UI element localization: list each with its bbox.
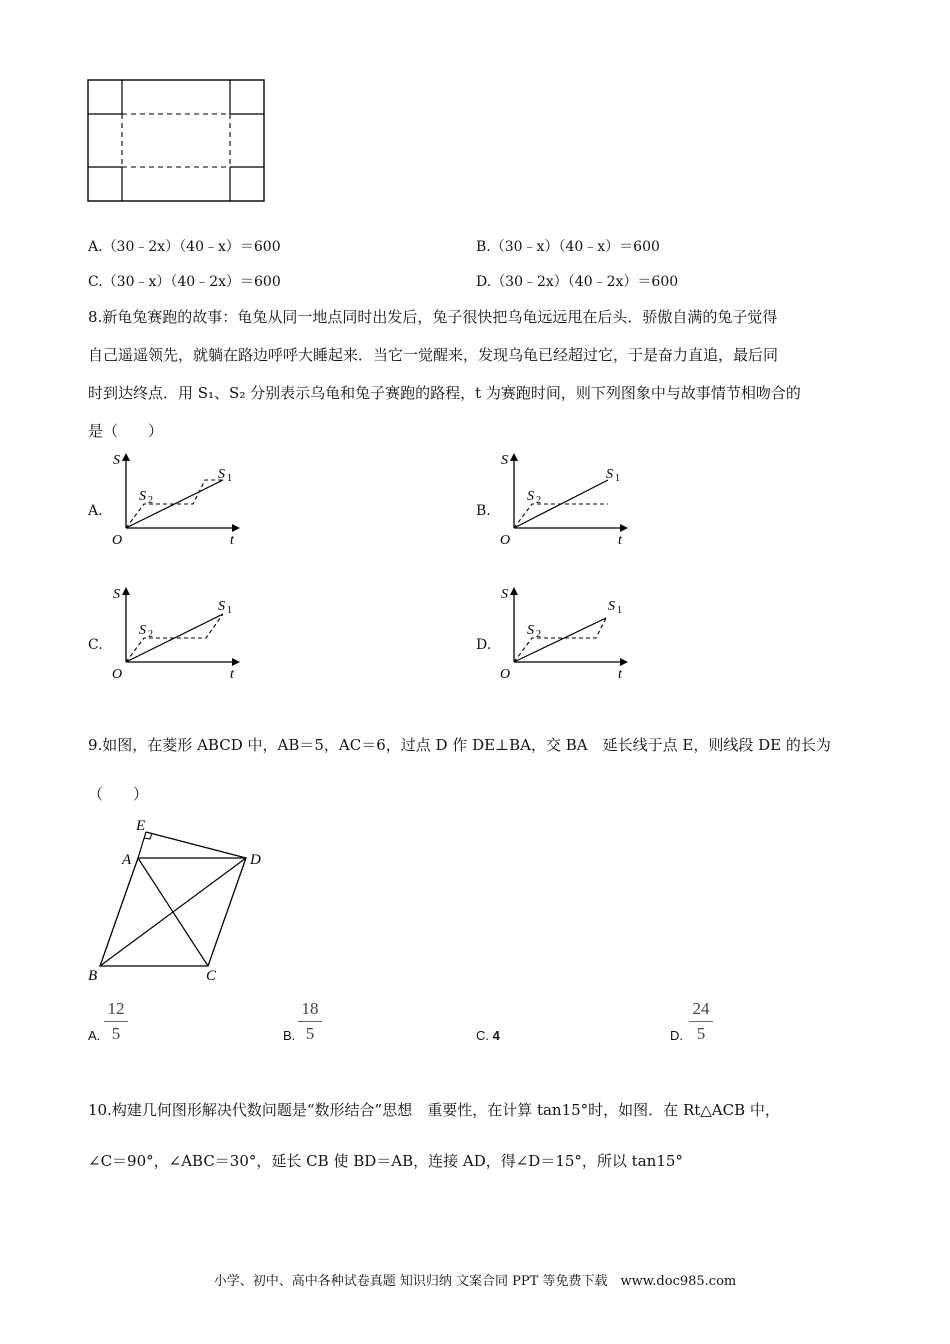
s1-subscript: 1 bbox=[615, 473, 620, 484]
q9-line-1: 9.如图，在菱形 ABCD 中，AB＝5，AC＝6，过点 D 作 DE⊥BA，交 BA 延长线于点 E，则线段 DE 的长为 bbox=[88, 736, 831, 754]
q8-line-1: 8.新龟兔赛跑的故事：龟兔从同一地点同时出发后，兔子很快把乌龟远远甩在后头．骄傲自满的兔子觉得 bbox=[88, 308, 778, 326]
origin-label: O bbox=[112, 667, 123, 682]
point-b-label: B bbox=[88, 968, 98, 984]
s1-label: S bbox=[218, 599, 225, 614]
q8-graph-c bbox=[108, 582, 248, 686]
fraction-bar bbox=[298, 1021, 322, 1022]
option-letter: D. bbox=[476, 274, 492, 290]
q8-option-b[interactable]: B. bbox=[476, 503, 491, 519]
s2-subscript: 2 bbox=[148, 495, 153, 506]
s2-subscript: 2 bbox=[536, 629, 541, 640]
q9-option-c[interactable] bbox=[476, 1028, 500, 1043]
fraction-bar bbox=[689, 1021, 713, 1022]
origin-label: O bbox=[500, 533, 511, 548]
s2-subscript: 2 bbox=[148, 629, 153, 640]
q9-option-d[interactable] bbox=[670, 1028, 683, 1043]
s2-subscript: 2 bbox=[536, 495, 541, 506]
y-axis-label: S bbox=[113, 453, 120, 468]
q9-option-b[interactable] bbox=[283, 1028, 295, 1043]
fraction-denominator: 5 bbox=[305, 1024, 315, 1043]
s2-label: S bbox=[527, 623, 534, 638]
s1-subscript: 1 bbox=[617, 605, 622, 616]
fraction-bar bbox=[104, 1021, 128, 1022]
option-text: （30﹣x）（40﹣x）＝600 bbox=[490, 239, 660, 255]
q8-graph-d bbox=[496, 582, 636, 686]
option-text: （30﹣2x）（40﹣x）＝600 bbox=[102, 239, 281, 255]
option-text: （30﹣2x）（40﹣2x）＝600 bbox=[491, 274, 679, 290]
option-letter: A. bbox=[88, 1028, 101, 1043]
q8-line-4: 是（ ） bbox=[88, 422, 164, 440]
point-c-label: C bbox=[206, 968, 217, 984]
x-axis-label: t bbox=[618, 667, 622, 682]
point-a-label: A bbox=[122, 852, 132, 868]
fraction-numerator: 12 bbox=[107, 999, 125, 1018]
option-letter: C. bbox=[88, 274, 103, 290]
point-d-label: D bbox=[250, 852, 261, 868]
s1-label: S bbox=[606, 467, 613, 482]
page-footer: 小学、初中、高中各种试卷真题 知识归纳 文案合同 PPT 等免费下载 www.doc985.com bbox=[213, 1274, 737, 1289]
origin-label: O bbox=[500, 667, 511, 682]
q7-option-d[interactable] bbox=[476, 271, 678, 291]
option-text: 4 bbox=[492, 1028, 500, 1043]
x-axis-label: t bbox=[230, 667, 234, 682]
q9-rhombus-figure bbox=[84, 810, 274, 986]
option-letter: A. bbox=[88, 239, 103, 255]
option-letter: B. bbox=[283, 1028, 296, 1043]
q8-option-d[interactable]: D. bbox=[476, 637, 492, 653]
q7-option-c[interactable] bbox=[88, 271, 281, 291]
s1-label: S bbox=[218, 467, 225, 482]
fraction-numerator: 24 bbox=[692, 999, 710, 1018]
x-axis-label: t bbox=[230, 533, 234, 548]
q7-option-a[interactable] bbox=[88, 236, 281, 256]
q8-line-2: 自己遥遥领先，就躺在路边呼呼大睡起来．当它一觉醒来，发现乌龟已经超过它，于是奋力直追，最后同 bbox=[88, 346, 779, 364]
q7-option-b[interactable] bbox=[476, 236, 660, 256]
fraction-numerator: 18 bbox=[301, 999, 319, 1018]
s1-label: S bbox=[608, 599, 615, 614]
origin-label: O bbox=[112, 533, 123, 548]
s2-label: S bbox=[527, 489, 534, 504]
y-axis-label: S bbox=[501, 453, 508, 468]
q9-line-2: （ ） bbox=[88, 785, 149, 803]
option-letter: C. bbox=[476, 1028, 489, 1043]
y-axis-label: S bbox=[501, 587, 508, 602]
y-axis-label: S bbox=[113, 587, 120, 602]
q10-line-2: ∠C＝90°，∠ABC＝30°，延长 CB 使 BD＝AB，连接 AD，得∠D＝15°，所以 tan15° bbox=[88, 1152, 683, 1170]
q8-line-3: 时到达终点．用 S₁、S₂ 分别表示乌龟和兔子赛跑的路程，t 为赛跑时间，则下列图象中与故事情节相吻合的 bbox=[88, 384, 801, 402]
q8-option-a[interactable]: A. bbox=[88, 503, 103, 519]
option-letter: D. bbox=[670, 1028, 683, 1043]
q8-option-c[interactable]: C. bbox=[88, 637, 103, 653]
q8-graph-a bbox=[108, 448, 248, 552]
option-letter: B. bbox=[476, 239, 491, 255]
point-e-label: E bbox=[136, 818, 146, 834]
q9-option-a[interactable] bbox=[88, 1028, 100, 1043]
fraction-denominator: 5 bbox=[696, 1024, 706, 1043]
q9-option-d-fraction bbox=[689, 999, 713, 1044]
s2-label: S bbox=[139, 489, 146, 504]
s1-subscript: 1 bbox=[227, 473, 232, 484]
q8-graph-b bbox=[496, 448, 636, 552]
q9-option-a-fraction bbox=[104, 999, 128, 1044]
option-text: （30﹣x）（40﹣2x）＝600 bbox=[102, 274, 281, 290]
x-axis-label: t bbox=[618, 533, 622, 548]
s2-label: S bbox=[139, 623, 146, 638]
fraction-denominator: 5 bbox=[111, 1024, 121, 1043]
q9-option-b-fraction bbox=[298, 999, 322, 1044]
s1-subscript: 1 bbox=[227, 605, 232, 616]
q10-line-1: 10.构建几何图形解决代数问题是“数形结合”思想 重要性，在计算 tan15°时，如图．在 Rt△ACB 中， bbox=[88, 1101, 780, 1119]
q7-figure bbox=[86, 78, 268, 204]
